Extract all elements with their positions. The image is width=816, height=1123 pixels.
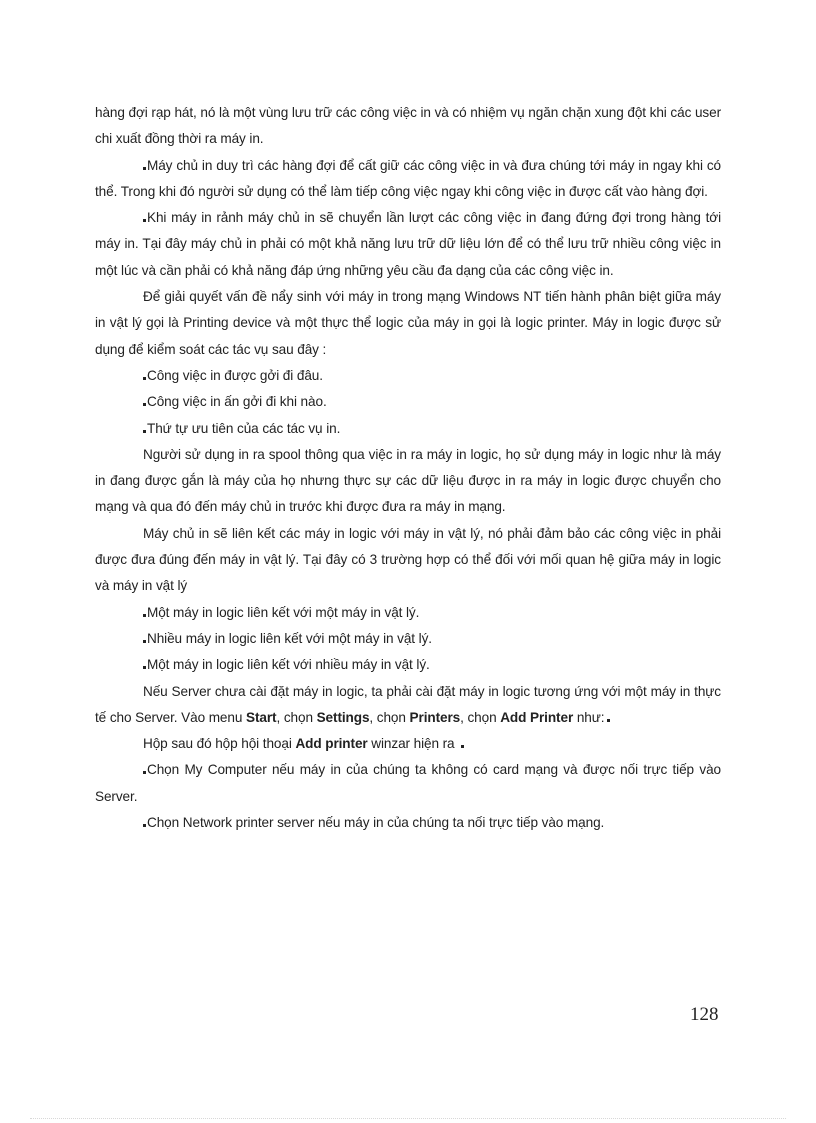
end-mark-icon [461, 745, 464, 748]
bullet-paragraph [95, 626, 721, 652]
bullet-icon [143, 666, 146, 669]
bullet-icon [143, 824, 146, 827]
paragraph [95, 100, 721, 153]
start-menu-label: Start [246, 709, 277, 725]
dialog-text: Hộp sau đó hộp hội thoại [143, 736, 296, 752]
add-printer-dialog-label: Add printer [295, 736, 368, 752]
paragraph-text: Công việc in được gởi đi đâu. [147, 367, 323, 383]
bullet-paragraph [95, 416, 721, 442]
paragraph [95, 521, 721, 600]
end-mark-icon [607, 719, 610, 722]
install-text: , chọn [460, 709, 501, 725]
paragraph-text: Thứ tự ưu tiên của các tác vụ in. [147, 420, 341, 436]
paragraph-text: Một máy in logic liên kết với nhiều máy in vật lý. [147, 657, 430, 673]
bullet-paragraph [95, 810, 721, 836]
paragraph-text: Nhiều máy in logic liên kết với một máy in vật lý. [147, 630, 432, 646]
bullet-paragraph [95, 600, 721, 626]
paragraph-text: Máy chủ in sẽ liên kết các máy in logic với máy in vật lý, nó phải đảm bảo các công việc in phải được đưa đúng đến máy in vật lý. Tại đây có 3 trường hợp có thể đối với mối quan hệ giữa máy in logic và máy in vật lý [95, 525, 721, 594]
bullet-icon [143, 219, 146, 222]
paragraph-text: Chọn My Computer nếu máy in của chúng ta không có card mạng và được nối trực tiếp vào Server. [95, 762, 721, 804]
page-bottom-divider [30, 1118, 786, 1119]
bullet-icon [143, 771, 146, 774]
paragraph-text: Để giải quyết vấn đề nẩy sinh với máy in trong mạng Windows NT tiến hành phân biệt giữa máy in vật lý gọi là Printing device và một thực thể logic của máy in gọi là logic printer. Máy in logic được sử dụng để kiểm soát các tác vụ sau đây : [95, 289, 721, 357]
install-text: , chọn [369, 709, 410, 725]
install-text: , chọn [276, 709, 317, 725]
bullet-icon [143, 377, 146, 380]
paragraph-text: Khi máy in rảnh máy chủ in sẽ chuyển lần lượt các công việc in đang đứng đợi trong hàng tới máy in. Tại đây máy chủ in phải có một khả năng lưu trữ dữ liệu lớn để có thể lưu trữ nhiều công việc in một lúc và cần phải có khả năng đáp ứng những yêu cầu đa dạng của các công việc in. [95, 210, 721, 278]
bullet-paragraph [95, 153, 721, 206]
paragraph-text: Một máy in logic liên kết với một máy in vật lý. [147, 604, 420, 620]
bullet-icon [143, 430, 146, 433]
dialog-paragraph [95, 731, 721, 757]
dialog-text: winzar hiện ra [367, 736, 459, 752]
install-text: Nếu Server chưa cài đặt máy in logic, ta phải cài đặt máy in logic tương ứng với một máy in thực tế cho Server. Vào menu [95, 683, 721, 725]
printers-label: Printers [409, 709, 461, 725]
bullet-paragraph [95, 205, 721, 284]
bullet-paragraph [95, 757, 721, 810]
paragraph [95, 284, 721, 363]
bullet-paragraph [95, 389, 721, 415]
bullet-icon [143, 167, 146, 170]
paragraph [95, 442, 721, 521]
bullet-icon [143, 614, 146, 617]
install-printer-paragraph [95, 679, 721, 732]
settings-label: Settings [316, 709, 370, 725]
document-page [95, 100, 721, 836]
install-text: như: [573, 709, 605, 725]
bullet-icon [143, 403, 146, 406]
add-printer-label: Add Printer [500, 709, 574, 725]
page-number: 128 [690, 1004, 719, 1025]
bullet-icon [143, 640, 146, 643]
paragraph-text: hàng đợi rạp hát, nó là một vùng lưu trữ các công việc in và có nhiệm vụ ngăn chặn xung đột khi các user chi xuất đồng thời ra máy in. [95, 105, 721, 147]
bullet-paragraph [95, 652, 721, 678]
paragraph-text: Máy chủ in duy trì các hàng đợi để cất giữ các công việc in và đưa chúng tới máy in ngay khi có thể. Trong khi đó người sử dụng có thể làm tiếp công việc ngay khi công việc in được cất vào hàng đợi. [95, 157, 721, 199]
paragraph-text: Công việc in ấn gởi đi khi nào. [147, 394, 327, 410]
paragraph-text: Chọn Network printer server nếu máy in của chúng ta nối trực tiếp vào mạng. [147, 815, 605, 831]
paragraph-text: Người sử dụng in ra spool thông qua việc in ra máy in logic, họ sử dụng máy in logic như là máy in đang được gắn là máy của họ nhưng thực sự các dữ liệu được in ra máy in logic được chuyển cho mạng và qua đó đến máy chủ in trước khi được đưa ra máy in mạng. [95, 446, 721, 515]
bullet-paragraph [95, 363, 721, 389]
